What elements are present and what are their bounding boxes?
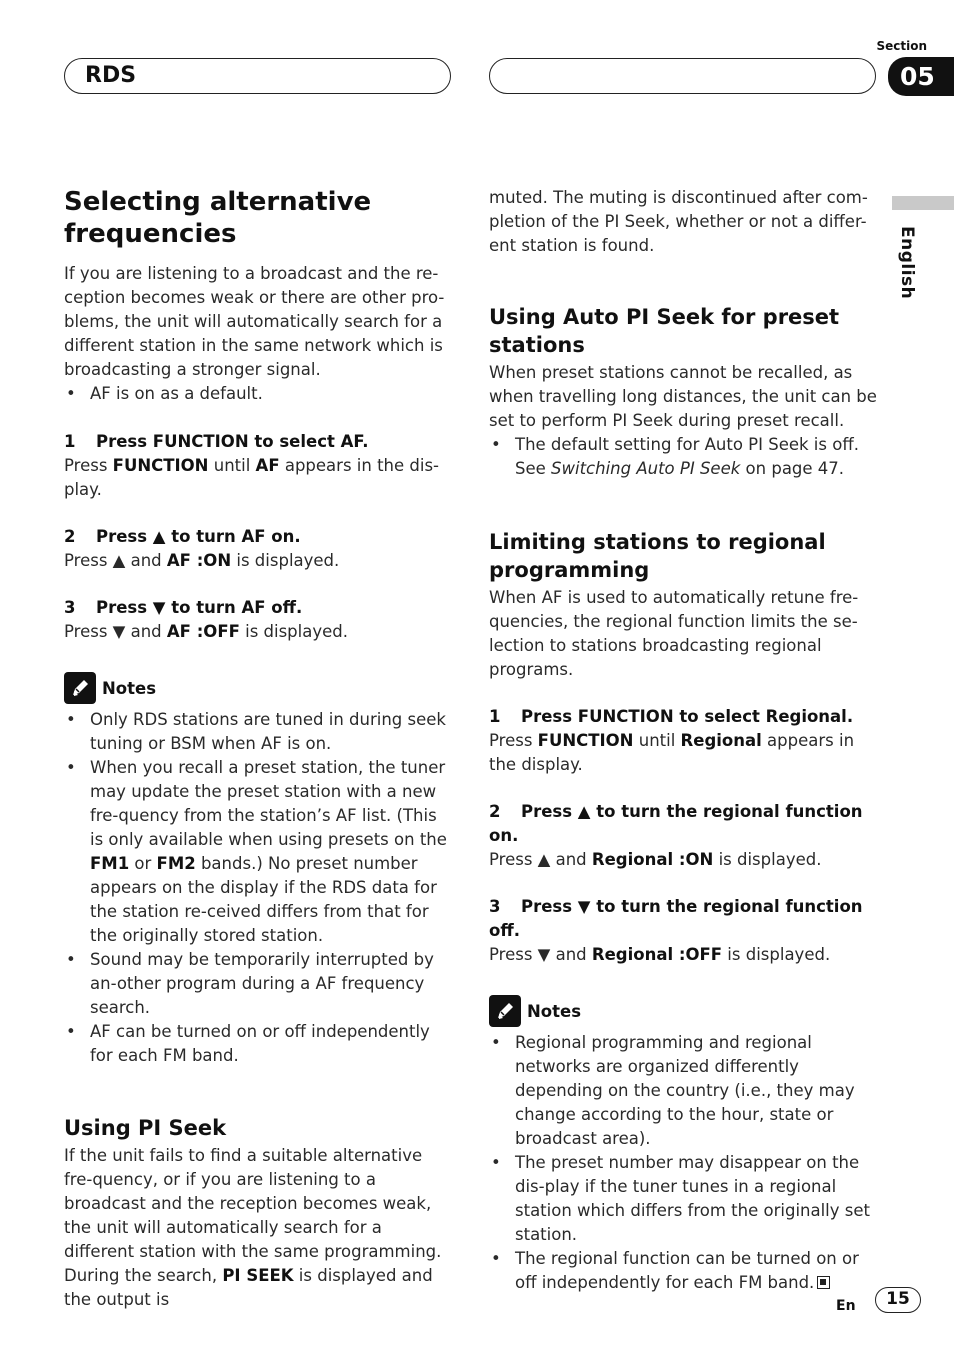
notes-header	[64, 672, 452, 704]
page-number: 15	[875, 1287, 921, 1313]
regional-step-3-title: 3 Press ▼ to turn the regional function off.	[489, 897, 863, 940]
end-square-icon	[817, 1276, 830, 1289]
header-title-pill	[64, 58, 451, 94]
footer-language: En	[836, 1298, 856, 1314]
pi-seek-text: If the unit fails to find a suitable alternative fre-quency, or if you are listening to a broadcast and the reception becomes weak, the unit will automatically search for a different station with the same programming. During the search, PI SEEK is displayed and the output is	[64, 1146, 442, 1309]
step-2-text: Press ▲ and AF :ON is displayed.	[64, 551, 340, 570]
notes-title: Notes	[527, 1001, 582, 1021]
side-language-label: English	[897, 226, 917, 300]
regional-step-1-text: Press FUNCTION until Regional appears in the display.	[489, 731, 855, 774]
intro-paragraph: If you are listening to a broadcast and the re-ception becomes weak or there are other pro-blems, the unit will automatically search for a different station in the same network which is broadcasting a stronger signal.	[64, 264, 445, 379]
auto-pi-seek-heading: Using Auto PI Seek for preset stations	[489, 305, 840, 357]
header-title: RDS	[85, 63, 137, 88]
regional-step-2-text: Press ▲ and Regional :ON is displayed.	[489, 850, 822, 869]
section-number: 05	[888, 57, 954, 96]
notes-list	[64, 708, 452, 1068]
page-title: Selecting alternative frequencies	[64, 187, 372, 249]
left-column	[64, 186, 452, 1312]
note-item: • AF can be turned on or off independently for each FM band.	[64, 1020, 452, 1068]
step-1-title: 1 Press FUNCTION to select AF.	[64, 432, 369, 451]
note-item: • Only RDS stations are tuned in during seek tuning or BSM when AF is on.	[64, 708, 452, 756]
step-3-title: 3 Press ▼ to turn AF off.	[64, 598, 303, 617]
note-item: • Sound may be temporarily interrupted by an-other program during a AF frequency search.	[64, 948, 452, 1020]
note-item: • When you recall a preset station, the tuner may update the preset station with a new fre-quency from the station’s AF list. (This is only available when using presets on the FM1 or FM2 bands.) No preset number appears on the display if the RDS data for the station re-ceived differs from that for the originally stored station.	[64, 756, 452, 948]
note-item: • The regional function can be turned on or off independently for each FM band.	[489, 1247, 877, 1295]
pi-seek-heading: Using PI Seek	[64, 1116, 227, 1140]
regional-heading: Limiting stations to regional programming	[489, 530, 826, 582]
header-empty-pill	[489, 58, 876, 94]
regional-notes-list	[489, 1031, 877, 1295]
note-item: • The preset number may disappear on the dis-play if the tuner tunes in a regional station which differs from the originally set station.	[489, 1151, 877, 1247]
auto-pi-seek-text: When preset stations cannot be recalled, as when travelling long distances, the unit can be set to perform PI Seek during preset recall.	[489, 363, 877, 430]
step-1-text: Press FUNCTION until AF appears in the dis-play.	[64, 456, 440, 499]
right-column	[489, 186, 877, 1295]
pencil-note-icon	[489, 995, 521, 1027]
regional-notes-header	[489, 995, 877, 1027]
regional-step-2-title: 2 Press ▲ to turn the regional function on.	[489, 802, 863, 845]
default-bullet: • AF is on as a default.	[64, 382, 452, 406]
pencil-note-icon	[64, 672, 96, 704]
continued-paragraph: muted. The muting is discontinued after com-pletion of the PI Seek, whether or not a differ-ent station is found.	[489, 188, 868, 255]
regional-step-1-title: 1 Press FUNCTION to select Regional.	[489, 707, 854, 726]
regional-step-3-text: Press ▼ and Regional :OFF is displayed.	[489, 945, 831, 964]
auto-pi-seek-bullet: • The default setting for Auto PI Seek is off. See Switching Auto PI Seek on page 47.	[489, 433, 877, 481]
notes-title: Notes	[102, 678, 157, 698]
step-3-text: Press ▼ and AF :OFF is displayed.	[64, 622, 348, 641]
section-label: Section	[876, 39, 927, 53]
note-item: • Regional programming and regional networks are organized differently depending on the country (i.e., they may change according to the hour, state or broadcast area).	[489, 1031, 877, 1151]
step-2-title: 2 Press ▲ to turn AF on.	[64, 527, 301, 546]
language-tab-bar	[892, 196, 954, 210]
regional-text: When AF is used to automatically retune fre-quencies, the regional function limits the se-lection to stations broadcasting regional programs.	[489, 588, 859, 679]
